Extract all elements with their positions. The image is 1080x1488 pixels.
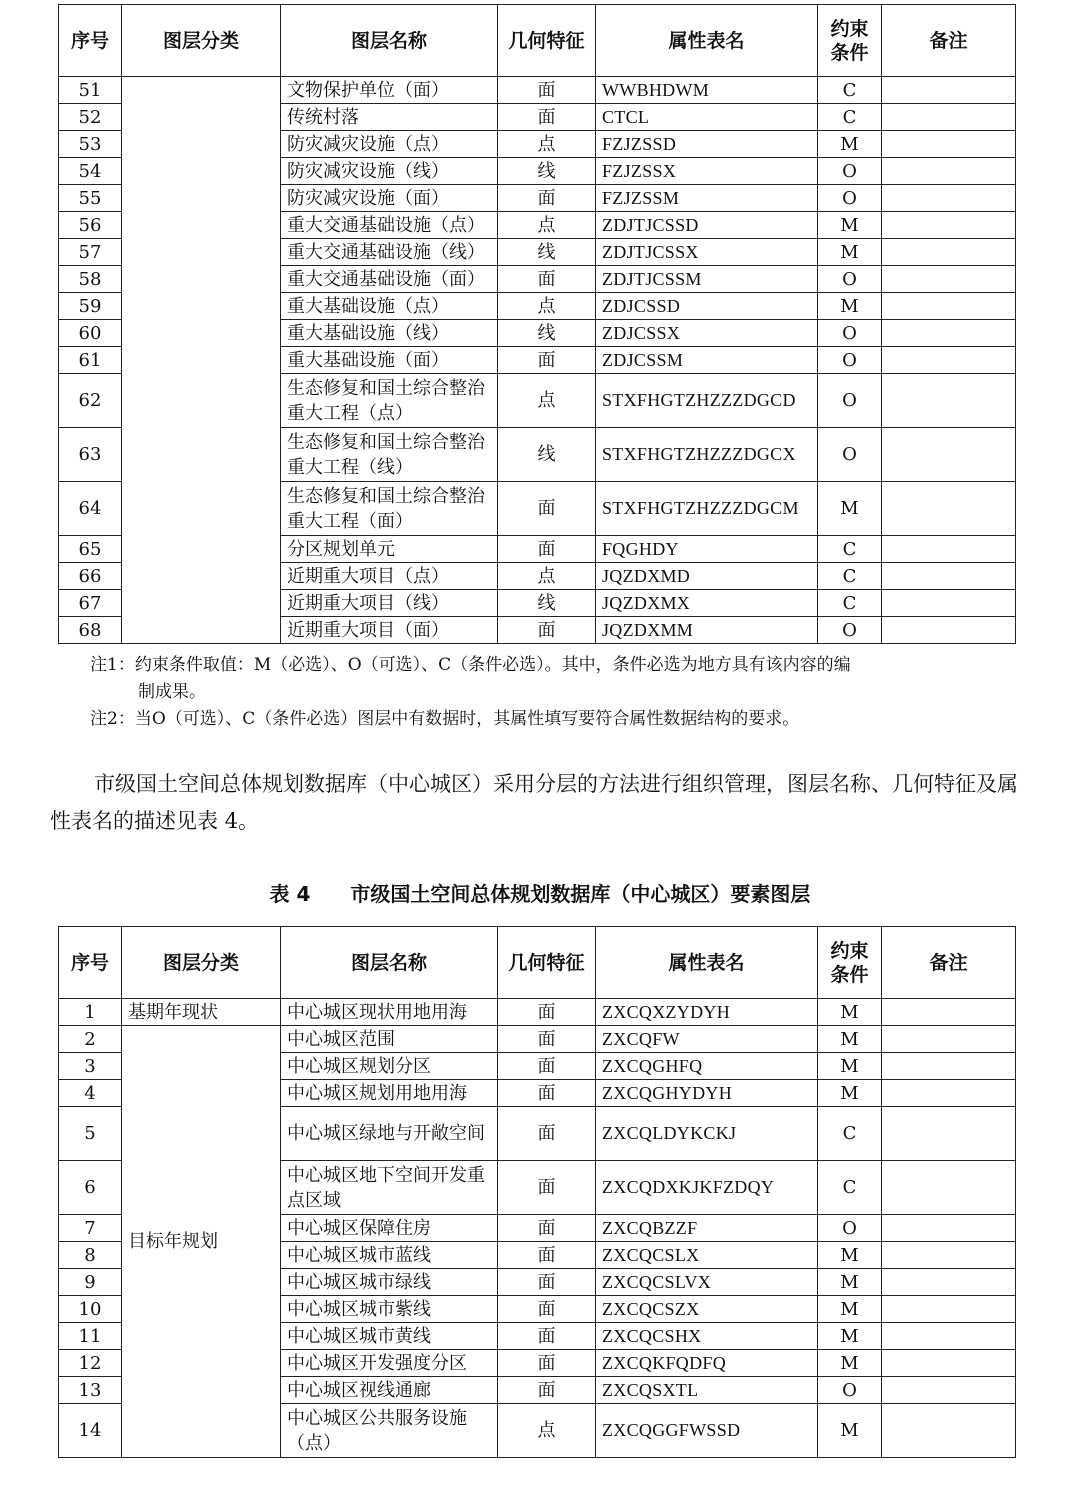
geometry-cell: 面 <box>498 1080 596 1107</box>
layer-name-cell: 文物保护单位（面） <box>281 77 498 104</box>
layer-name-cell: 近期重大项目（面） <box>281 617 498 644</box>
seq-cell: 61 <box>59 347 122 374</box>
header-attr-table: 属性表名 <box>596 927 818 999</box>
table-row <box>59 1026 1016 1053</box>
seq-cell: 53 <box>59 131 122 158</box>
layer-name-cell: 中心城区范围 <box>281 1026 498 1053</box>
attr-table-cell: ZDJTJCSSX <box>596 239 818 266</box>
constraint-cell: C <box>818 563 882 590</box>
seq-cell: 3 <box>59 1053 122 1080</box>
attr-table-cell: ZXCQDXKJKFZDQY <box>596 1161 818 1215</box>
geometry-cell: 面 <box>498 1377 596 1404</box>
layer-name-cell: 中心城区地下空间开发重点区域 <box>281 1161 498 1215</box>
attr-table-cell: ZXCQLDYKCKJ <box>596 1107 818 1161</box>
remark-cell <box>882 1215 1016 1242</box>
remark-cell <box>882 563 1016 590</box>
constraint-cell: M <box>818 482 882 536</box>
seq-cell: 54 <box>59 158 122 185</box>
attr-table-cell: ZXCQGHFQ <box>596 1053 818 1080</box>
geometry-cell: 点 <box>498 1404 596 1458</box>
seq-cell: 13 <box>59 1377 122 1404</box>
category-cell: 基期年现状 <box>122 999 281 1026</box>
geometry-cell: 点 <box>498 212 596 239</box>
layer-name-cell: 中心城区开发强度分区 <box>281 1350 498 1377</box>
remark-cell <box>882 1053 1016 1080</box>
remark-cell <box>882 1161 1016 1215</box>
attr-table-cell: ZDJTJCSSM <box>596 266 818 293</box>
constraint-cell: O <box>818 158 882 185</box>
header-seq: 序号 <box>59 927 122 999</box>
constraint-cell: O <box>818 1377 882 1404</box>
layer-name-cell: 中心城区公共服务设施（点） <box>281 1404 498 1458</box>
seq-cell: 5 <box>59 1107 122 1161</box>
constraint-cell: C <box>818 536 882 563</box>
attr-table-cell: CTCL <box>596 104 818 131</box>
remark-cell <box>882 185 1016 212</box>
attr-table-cell: ZXCQFW <box>596 1026 818 1053</box>
remark-cell <box>882 239 1016 266</box>
seq-cell: 51 <box>59 77 122 104</box>
header-constraint <box>818 5 882 77</box>
remark-cell <box>882 104 1016 131</box>
attr-table-cell: FZJZSSD <box>596 131 818 158</box>
constraint-cell: M <box>818 1242 882 1269</box>
seq-cell: 14 <box>59 1404 122 1458</box>
seq-cell: 1 <box>59 999 122 1026</box>
constraint-cell: M <box>818 293 882 320</box>
table-row <box>59 999 1016 1026</box>
attr-table-cell: ZDJCSSM <box>596 347 818 374</box>
layer-name-cell: 重大基础设施（点） <box>281 293 498 320</box>
attr-table-cell: FQGHDY <box>596 536 818 563</box>
geometry-cell: 面 <box>498 617 596 644</box>
remark-cell <box>882 131 1016 158</box>
header-remark: 备注 <box>882 927 1016 999</box>
attr-table-cell: JQZDXMD <box>596 563 818 590</box>
header-constraint-line1: 约束 <box>830 17 869 40</box>
layer-name-cell: 生态修复和国土综合整治重大工程（面） <box>281 482 498 536</box>
seq-cell: 11 <box>59 1323 122 1350</box>
remark-cell <box>882 1377 1016 1404</box>
remark-cell <box>882 320 1016 347</box>
remark-cell <box>882 1323 1016 1350</box>
constraint-cell: O <box>818 320 882 347</box>
layer-name-cell: 中心城区绿地与开敞空间 <box>281 1107 498 1161</box>
layer-name-cell: 重大交通基础设施（点） <box>281 212 498 239</box>
note-1-continued: 制成果。 <box>138 682 206 702</box>
layer-name-cell: 中心城区城市黄线 <box>281 1323 498 1350</box>
layer-name-cell: 传统村落 <box>281 104 498 131</box>
seq-cell: 8 <box>59 1242 122 1269</box>
attr-table-cell: FZJZSSM <box>596 185 818 212</box>
geometry-cell: 面 <box>498 1026 596 1053</box>
seq-cell: 2 <box>59 1026 122 1053</box>
attr-table-cell: WWBHDWM <box>596 77 818 104</box>
note-2: 注2：当O（可选）、C（条件必选）图层中有数据时，其属性填写要符合属性数据结构的要求。 <box>90 709 800 729</box>
layer-name-cell: 中心城区视线通廊 <box>281 1377 498 1404</box>
geometry-cell: 面 <box>498 347 596 374</box>
seq-cell: 64 <box>59 482 122 536</box>
geometry-cell: 点 <box>498 293 596 320</box>
layer-table-central-city <box>58 926 1016 1458</box>
seq-cell: 6 <box>59 1161 122 1215</box>
attr-table-cell: JQZDXMX <box>596 590 818 617</box>
seq-cell: 66 <box>59 563 122 590</box>
geometry-cell: 线 <box>498 428 596 482</box>
remark-cell <box>882 1296 1016 1323</box>
geometry-cell: 面 <box>498 1053 596 1080</box>
remark-cell <box>882 590 1016 617</box>
seq-cell: 56 <box>59 212 122 239</box>
attr-table-cell: STXFHGTZHZZZDGCD <box>596 374 818 428</box>
geometry-cell: 面 <box>498 77 596 104</box>
remark-cell <box>882 428 1016 482</box>
constraint-cell: C <box>818 1161 882 1215</box>
remark-cell <box>882 617 1016 644</box>
attr-table-cell: STXFHGTZHZZZDGCM <box>596 482 818 536</box>
attr-table-cell: ZXCQBZZF <box>596 1215 818 1242</box>
constraint-cell: M <box>818 1404 882 1458</box>
constraint-cell: O <box>818 347 882 374</box>
layer-name-cell: 重大基础设施（面） <box>281 347 498 374</box>
remark-cell <box>882 1404 1016 1458</box>
attr-table-cell: ZXCQGHYDYH <box>596 1080 818 1107</box>
layer-name-cell: 分区规划单元 <box>281 536 498 563</box>
geometry-cell: 面 <box>498 1161 596 1215</box>
remark-cell <box>882 1242 1016 1269</box>
category-cell: 目标年规划 <box>122 1026 281 1458</box>
attr-table-cell: ZXCQCSLX <box>596 1242 818 1269</box>
geometry-cell: 点 <box>498 374 596 428</box>
layer-name-cell: 防灾减灾设施（面） <box>281 185 498 212</box>
table-caption: 表 4 市级国土空间总体规划数据库（中心城区）要素图层 <box>269 882 811 906</box>
constraint-cell: M <box>818 1026 882 1053</box>
layer-name-cell: 近期重大项目（线） <box>281 590 498 617</box>
constraint-cell: C <box>818 104 882 131</box>
seq-cell: 65 <box>59 536 122 563</box>
header-layer-name: 图层名称 <box>281 5 498 77</box>
layer-name-cell: 中心城区规划用地用海 <box>281 1080 498 1107</box>
geometry-cell: 面 <box>498 1107 596 1161</box>
layer-table-continued <box>58 4 1016 644</box>
remark-cell <box>882 482 1016 536</box>
table-notes <box>90 652 1020 733</box>
geometry-cell: 线 <box>498 320 596 347</box>
geometry-cell: 面 <box>498 1215 596 1242</box>
geometry-cell: 线 <box>498 590 596 617</box>
geometry-cell: 线 <box>498 158 596 185</box>
attr-table-cell: ZXCQGGFWSSD <box>596 1404 818 1458</box>
header-seq: 序号 <box>59 5 122 77</box>
geometry-cell: 面 <box>498 482 596 536</box>
constraint-cell: O <box>818 185 882 212</box>
seq-cell: 62 <box>59 374 122 428</box>
seq-cell: 4 <box>59 1080 122 1107</box>
seq-cell: 55 <box>59 185 122 212</box>
layer-name-cell: 防灾减灾设施（线） <box>281 158 498 185</box>
layer-name-cell: 防灾减灾设施（点） <box>281 131 498 158</box>
constraint-cell: M <box>818 1053 882 1080</box>
remark-cell <box>882 1350 1016 1377</box>
attr-table-cell: ZXCQCSHX <box>596 1323 818 1350</box>
geometry-cell: 面 <box>498 104 596 131</box>
remark-cell <box>882 77 1016 104</box>
geometry-cell: 面 <box>498 185 596 212</box>
header-constraint <box>818 927 882 999</box>
header-geometry: 几何特征 <box>498 5 596 77</box>
table-row <box>59 77 1016 104</box>
header-attr-table: 属性表名 <box>596 5 818 77</box>
layer-name-cell: 生态修复和国土综合整治重大工程（点） <box>281 374 498 428</box>
remark-cell <box>882 1107 1016 1161</box>
layer-name-cell: 重大基础设施（线） <box>281 320 498 347</box>
seq-cell: 9 <box>59 1269 122 1296</box>
seq-cell: 7 <box>59 1215 122 1242</box>
header-constraint-line1: 约束 <box>830 939 869 962</box>
remark-cell <box>882 1269 1016 1296</box>
header-constraint-line2: 条件 <box>830 963 869 986</box>
layer-name-cell: 中心城区规划分区 <box>281 1053 498 1080</box>
layer-name-cell: 中心城区城市绿线 <box>281 1269 498 1296</box>
constraint-cell: C <box>818 590 882 617</box>
header-category: 图层分类 <box>122 927 281 999</box>
attr-table-cell: ZDJCSSX <box>596 320 818 347</box>
layer-name-cell: 近期重大项目（点） <box>281 563 498 590</box>
seq-cell: 68 <box>59 617 122 644</box>
constraint-cell: M <box>818 131 882 158</box>
seq-cell: 52 <box>59 104 122 131</box>
geometry-cell: 面 <box>498 999 596 1026</box>
header-remark: 备注 <box>882 5 1016 77</box>
seq-cell: 60 <box>59 320 122 347</box>
constraint-cell: O <box>818 1215 882 1242</box>
constraint-cell: M <box>818 1269 882 1296</box>
constraint-cell: O <box>818 617 882 644</box>
constraint-cell: O <box>818 374 882 428</box>
geometry-cell: 面 <box>498 266 596 293</box>
header-layer-name: 图层名称 <box>281 927 498 999</box>
seq-cell: 10 <box>59 1296 122 1323</box>
remark-cell <box>882 212 1016 239</box>
constraint-cell: M <box>818 239 882 266</box>
constraint-cell: M <box>818 999 882 1026</box>
geometry-cell: 点 <box>498 131 596 158</box>
remark-cell <box>882 999 1016 1026</box>
geometry-cell: 面 <box>498 1242 596 1269</box>
attr-table-cell: ZXCQSXTL <box>596 1377 818 1404</box>
remark-cell <box>882 1026 1016 1053</box>
geometry-cell: 面 <box>498 1323 596 1350</box>
attr-table-cell: STXFHGTZHZZZDGCX <box>596 428 818 482</box>
seq-cell: 59 <box>59 293 122 320</box>
constraint-cell: M <box>818 212 882 239</box>
header-geometry: 几何特征 <box>498 927 596 999</box>
attr-table-cell: JQZDXMM <box>596 617 818 644</box>
attr-table-cell: ZXCQCSLVX <box>596 1269 818 1296</box>
remark-cell <box>882 536 1016 563</box>
attr-table-cell: ZXCQXZYDYH <box>596 999 818 1026</box>
geometry-cell: 点 <box>498 563 596 590</box>
constraint-cell: O <box>818 266 882 293</box>
layer-name-cell: 中心城区现状用地用海 <box>281 999 498 1026</box>
attr-table-cell: ZXCQCSZX <box>596 1296 818 1323</box>
remark-cell <box>882 374 1016 428</box>
constraint-cell: M <box>818 1350 882 1377</box>
attr-table-cell: ZDJTJCSSD <box>596 212 818 239</box>
category-cell <box>122 77 281 644</box>
layer-name-cell: 生态修复和国土综合整治重大工程（线） <box>281 428 498 482</box>
remark-cell <box>882 266 1016 293</box>
constraint-cell: M <box>818 1296 882 1323</box>
layer-name-cell: 重大交通基础设施（面） <box>281 266 498 293</box>
seq-cell: 67 <box>59 590 122 617</box>
constraint-cell: M <box>818 1080 882 1107</box>
layer-name-cell: 中心城区城市蓝线 <box>281 1242 498 1269</box>
layer-name-cell: 中心城区保障住房 <box>281 1215 498 1242</box>
note-1: 注1：约束条件取值：M（必选）、O（可选）、C（条件必选）。其中，条件必选为地方具有该内容的编 <box>90 655 851 675</box>
constraint-cell: C <box>818 1107 882 1161</box>
attr-table-cell: ZDJCSSD <box>596 293 818 320</box>
header-category: 图层分类 <box>122 5 281 77</box>
seq-cell: 63 <box>59 428 122 482</box>
seq-cell: 57 <box>59 239 122 266</box>
seq-cell: 12 <box>59 1350 122 1377</box>
header-constraint-line2: 条件 <box>830 41 869 64</box>
geometry-cell: 线 <box>498 239 596 266</box>
attr-table-cell: ZXCQKFQDFQ <box>596 1350 818 1377</box>
remark-cell <box>882 293 1016 320</box>
geometry-cell: 面 <box>498 1296 596 1323</box>
seq-cell: 58 <box>59 266 122 293</box>
attr-table-cell: FZJZSSX <box>596 158 818 185</box>
constraint-cell: C <box>818 77 882 104</box>
geometry-cell: 面 <box>498 536 596 563</box>
remark-cell <box>882 347 1016 374</box>
layer-name-cell: 重大交通基础设施（线） <box>281 239 498 266</box>
layer-name-cell: 中心城区城市紫线 <box>281 1296 498 1323</box>
remark-cell <box>882 1080 1016 1107</box>
body-paragraph: 市级国土空间总体规划数据库（中心城区）采用分层的方法进行组织管理，图层名称、几何特征及属性表名的描述见表 4。 <box>50 772 1018 833</box>
constraint-cell: M <box>818 1323 882 1350</box>
remark-cell <box>882 158 1016 185</box>
constraint-cell: O <box>818 428 882 482</box>
geometry-cell: 面 <box>498 1269 596 1296</box>
geometry-cell: 面 <box>498 1350 596 1377</box>
